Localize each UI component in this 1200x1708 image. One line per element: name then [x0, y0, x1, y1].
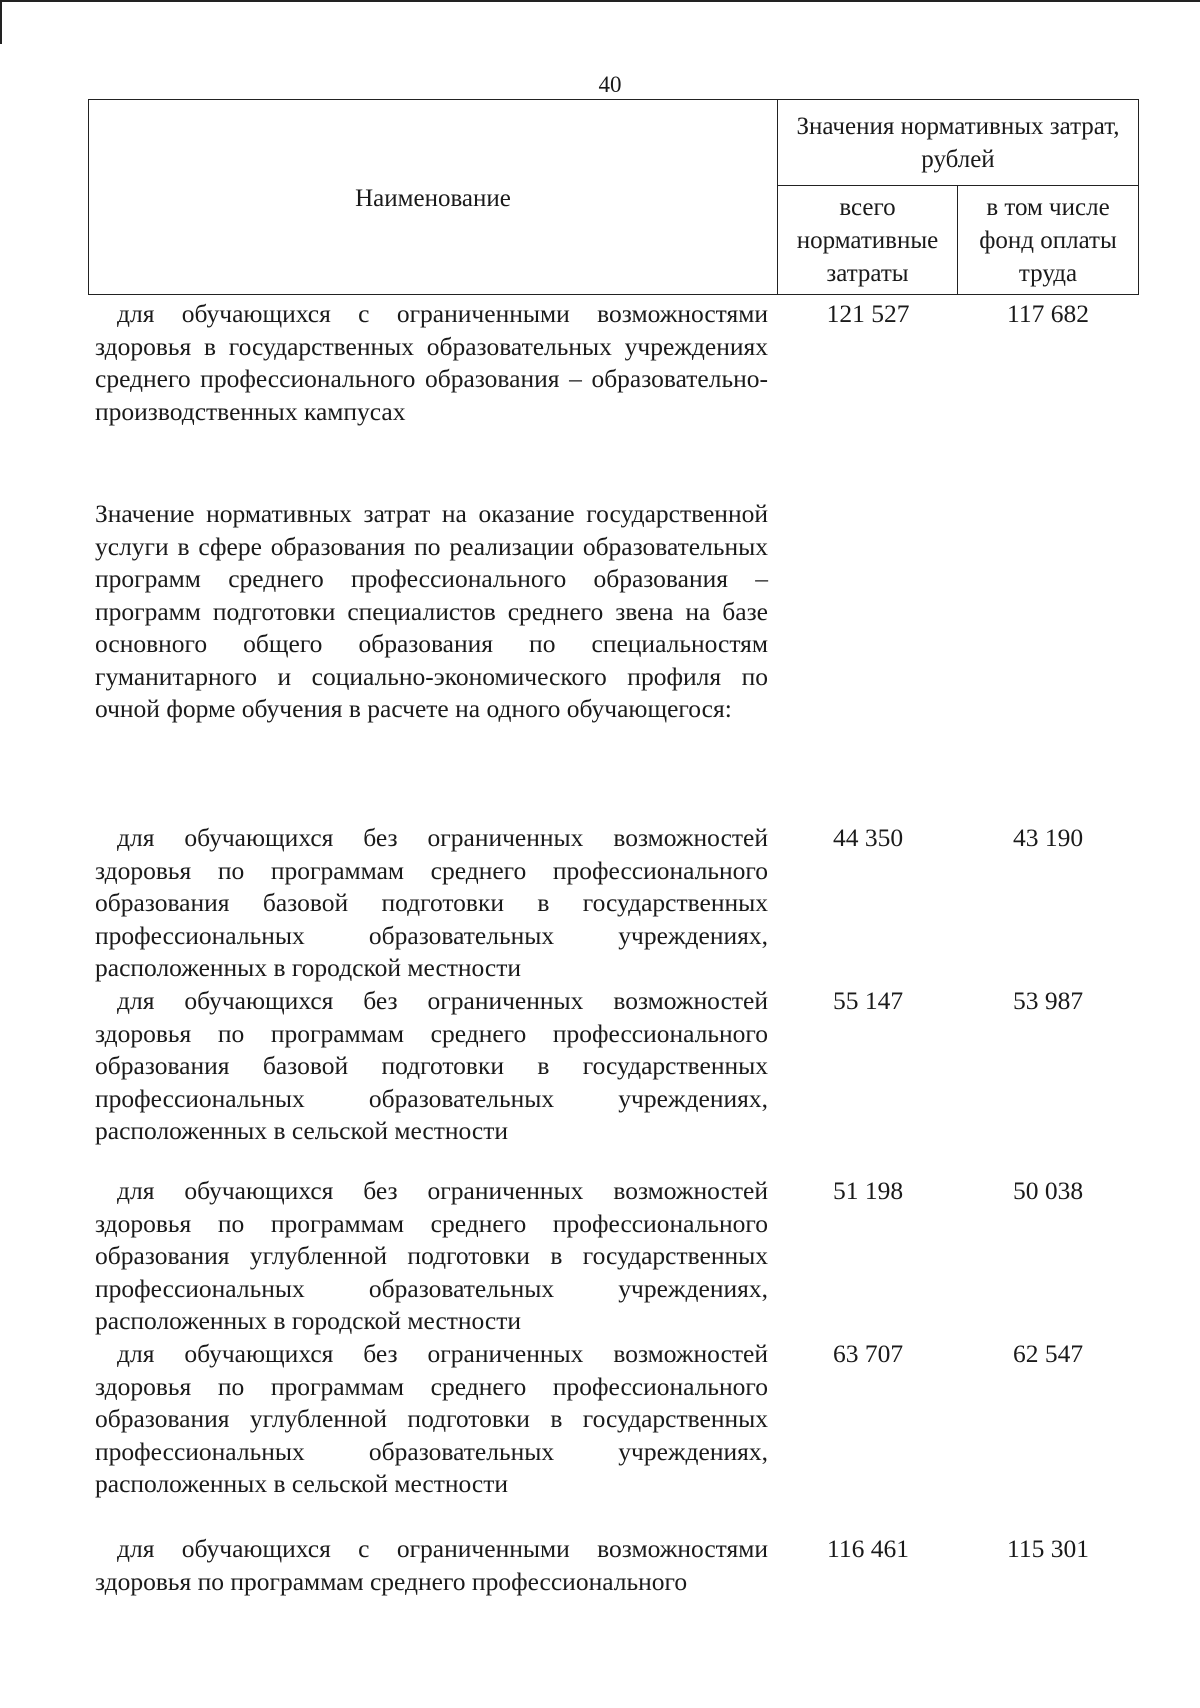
column-header-name: Наименование [89, 100, 778, 295]
table-row-fot: 115 301 [1007, 1534, 1089, 1563]
table-row-fot: 62 547 [1012, 1339, 1084, 1368]
table-row-text: для обучающихся без ограниченных возможностей здоровья по программам среднего профессионального образования базовой подготовки в государственных профессиональных образовательных учреждениях, расположенных в городской местности [95, 823, 768, 982]
scan-border-left [0, 0, 2, 44]
table-row-text: для обучающихся с ограниченными возможностями здоровья в государственных образовательных учреждениях среднего профессионального образования – образовательно-производственных кампусах [95, 299, 768, 426]
column-header-fot: в том числе фонд оплаты труда [958, 186, 1139, 295]
column-header-values-group: Значения нормативных затрат, рублей [778, 100, 1139, 186]
table-row-fot: 117 682 [1007, 299, 1089, 328]
table-row-total: 121 527 [826, 299, 910, 328]
table-row-total: 116 461 [827, 1534, 909, 1563]
scan-border-top [0, 0, 1200, 2]
table-row-total: 51 198 [832, 1176, 904, 1205]
table-row-total: 44 350 [832, 823, 904, 852]
table-row-total: 55 147 [832, 986, 904, 1015]
table-row-fot: 53 987 [1012, 986, 1084, 1015]
page-number: 40 [598, 72, 622, 97]
table-row-text: для обучающихся без ограниченных возможностей здоровья по программам среднего профессионального образования базовой подготовки в государственных профессиональных образовательных учреждениях, расположенных в сельской местности [95, 986, 768, 1145]
table-row-text: для обучающихся с ограниченными возможностями здоровья по программам среднего профессионального [95, 1534, 768, 1596]
table-row-text: для обучающихся без ограниченных возможностей здоровья по программам среднего профессионального образования углубленной подготовки в государственных профессиональных образовательных учреждениях, расположенных в сельской местности [95, 1339, 768, 1498]
table-row-fot: 43 190 [1012, 823, 1084, 852]
table-header [88, 99, 1139, 295]
section-intro-text: Значение нормативных затрат на оказание государственной услуги в сфере образования по реализации образовательных программ среднего профессионального образования – программ подготовки специалистов среднего звена на базе основного общего образования по специальностям гуманитарного и социально-экономического профиля по очной форме обучения в расчете на одного обучающегося: [95, 499, 768, 723]
column-header-total: всего нормативные затраты [778, 186, 958, 295]
table-row-text: для обучающихся без ограниченных возможностей здоровья по программам среднего профессионального образования углубленной подготовки в государственных профессиональных образовательных учреждениях, расположенных в городской местности [95, 1176, 768, 1335]
table-row-fot: 50 038 [1012, 1176, 1084, 1205]
table-row-total: 63 707 [832, 1339, 904, 1368]
